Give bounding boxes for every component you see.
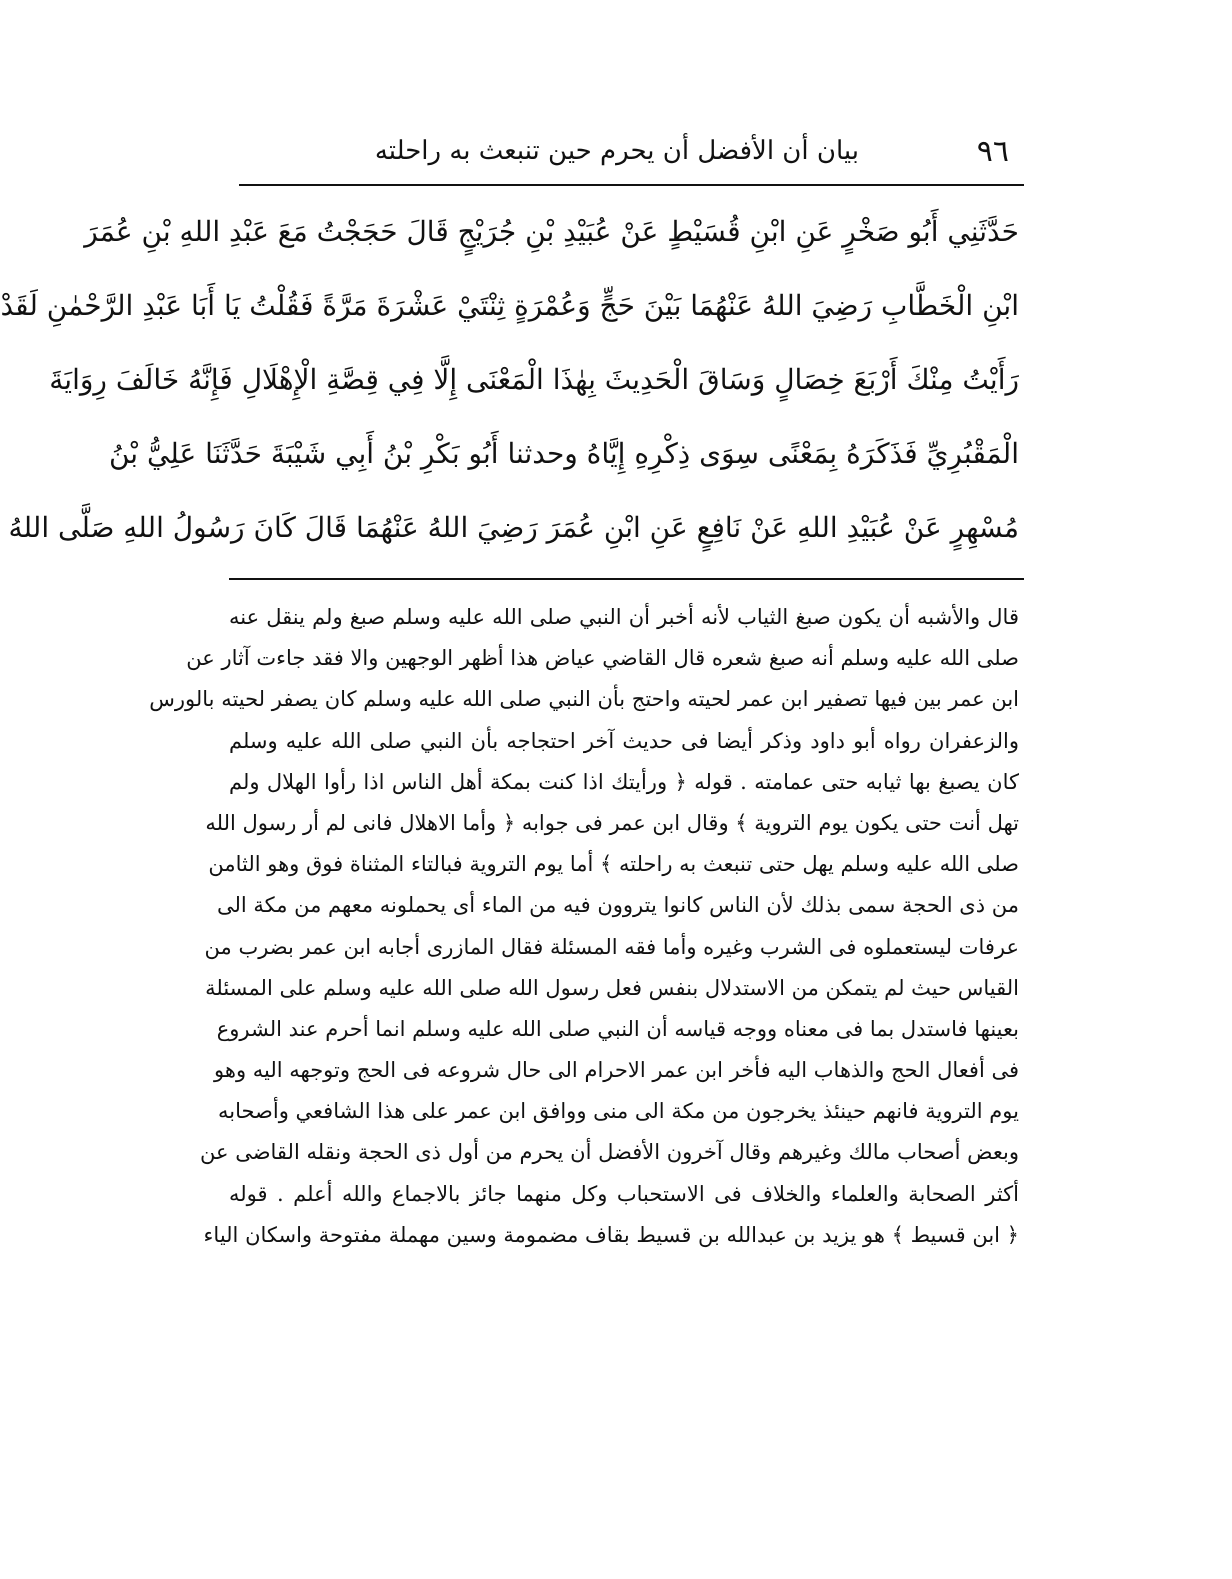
hadith-line: ابْنِ الْخَطَّابِ رَضِيَ اللهُ عَنْهُمَا بَيْنَ حَجٍّ وَعُمْرَةٍ ثِنْتَيْ عَشْرَةَ مَرَّةً فَقُلْتُ يَا أَبَا عَبْدِ الرَّحْمٰنِ لَقَدْ	[0, 289, 1019, 322]
commentary-line: صلى الله عليه وسلم أنه صبغ شعره قال القاضي عياض هذا أظهر الوجهين والا فقد جاءت آثار عن	[186, 646, 1019, 671]
hadith-line: مُسْهِرٍ عَنْ عُبَيْدِ اللهِ عَنْ نَافِعٍ عَنِ ابْنِ عُمَرَ رَضِيَ اللهُ عَنْهُمَا قَالَ كَانَ رَسُولُ اللهِ صَلَّى اللهُ	[8, 511, 1019, 544]
commentary-line: والزعفران رواه أبو داود وذكر أيضا فى حديث آخر احتجاجه بأن النبي صلى الله عليه وسلم	[229, 728, 1019, 753]
page-header	[329, 128, 1009, 180]
hadith-line: الْمَقْبُرِيِّ فَذَكَرَهُ بِمَعْنًى سِوَى ذِكْرِهِ إِيَّاهُ وحدثنا أَبُو بَكْرِ بْنُ أَبِي شَيْبَةَ حَدَّثَنَا عَلِيُّ بْنُ	[108, 437, 1019, 470]
commentary-line: فى أفعال الحج والذهاب اليه فأخر ابن عمر الاحرام الى حال شروعه فى الحج وتوجهه اليه وهو	[214, 1058, 1019, 1083]
commentary-line: قال والأشبه أن يكون صبغ الثياب لأنه أخبر أن النبي صلى الله عليه وسلم صبغ ولم ينقل عنه	[229, 605, 1019, 629]
commentary-line: ابن عمر بين فيها تصفير ابن عمر لحيته واحتج بأن النبي صلى الله عليه وسلم كان يصفر لحيته بالورس	[149, 687, 1019, 712]
commentary-line: بعينها فاستدل بما فى معناه ووجه قياسه أن النبي صلى الله عليه وسلم انما أحرم عند الشروع	[216, 1016, 1019, 1041]
header-rule	[239, 184, 1024, 186]
commentary-text	[149, 597, 1019, 1256]
section-divider	[229, 578, 1024, 580]
commentary-line: عرفات ليستعملوه فى الشرب وغيره وأما فقه المسئلة فقال المازرى أجابه ابن عمر بضرب من	[204, 934, 1019, 959]
page-number: ٩٦	[976, 134, 1009, 169]
commentary-line: القياس حيث لم يتمكن من الاستدلال بنفس فعل رسول الله صلى الله عليه وسلم على المسئلة	[205, 975, 1019, 1000]
commentary-line: من ذى الحجة سمى بذلك لأن الناس كانوا يتروون فيه من الماء أى يحملونه معهم من مكة الى	[216, 893, 1019, 918]
commentary-line: يوم التروية فانهم حينئذ يخرجون من مكة الى منى ووافق ابن عمر على هذا الشافعي وأصحابه	[218, 1099, 1019, 1124]
hadith-line: رَأَيْتُ مِنْكَ أَرْبَعَ خِصَالٍ وَسَاقَ الْحَدِيثَ بِهٰذَا الْمَعْنَى إِلَّا فِي قِصَّةِ الْإِهْلَالِ فَإِنَّهُ خَالَفَ رِوَايَةَ	[49, 363, 1019, 396]
hadith-text	[0, 195, 1019, 565]
running-title: بيان أن الأفضل أن يحرم حين تنبعث به راحلته	[374, 136, 859, 166]
commentary-line: صلى الله عليه وسلم يهل حتى تنبعث به راحلته ﴾ أما يوم التروية فبالتاء المثناة فوق وهو الثامن	[208, 852, 1019, 877]
commentary-line: ﴿ ابن قسيط ﴾ هو يزيد بن عبدالله بن قسيط بقاف مضمومة وسين مهملة مفتوحة واسكان الياء	[203, 1222, 1019, 1247]
commentary-line: أكثر الصحابة والعلماء والخلاف فى الاستحباب وكل منهما جائز بالاجماع والله أعلم . قوله	[229, 1181, 1019, 1206]
commentary-line: تهل أنت حتى يكون يوم التروية ﴾ وقال ابن عمر فى جوابه ﴿ وأما الاهلال فانى لم أر رسول الله	[205, 810, 1019, 835]
hadith-line: حَدَّثَنِي أَبُو صَخْرٍ عَنِ ابْنِ قُسَيْطٍ عَنْ عُبَيْدِ بْنِ جُرَيْجٍ قَالَ حَجَجْتُ مَعَ عَبْدِ اللهِ بْنِ عُمَرَ	[84, 215, 1019, 248]
commentary-line: كان يصبغ بها ثيابه حتى عمامته . قوله ﴿ ورأيتك اذا كنت بمكة أهل الناس اذا رأوا الهلال ولم	[229, 769, 1019, 794]
commentary-line: وبعض أصحاب مالك وغيرهم وقال آخرون الأفضل أن يحرم من أول ذى الحجة ونقله القاضى عن	[200, 1140, 1019, 1165]
